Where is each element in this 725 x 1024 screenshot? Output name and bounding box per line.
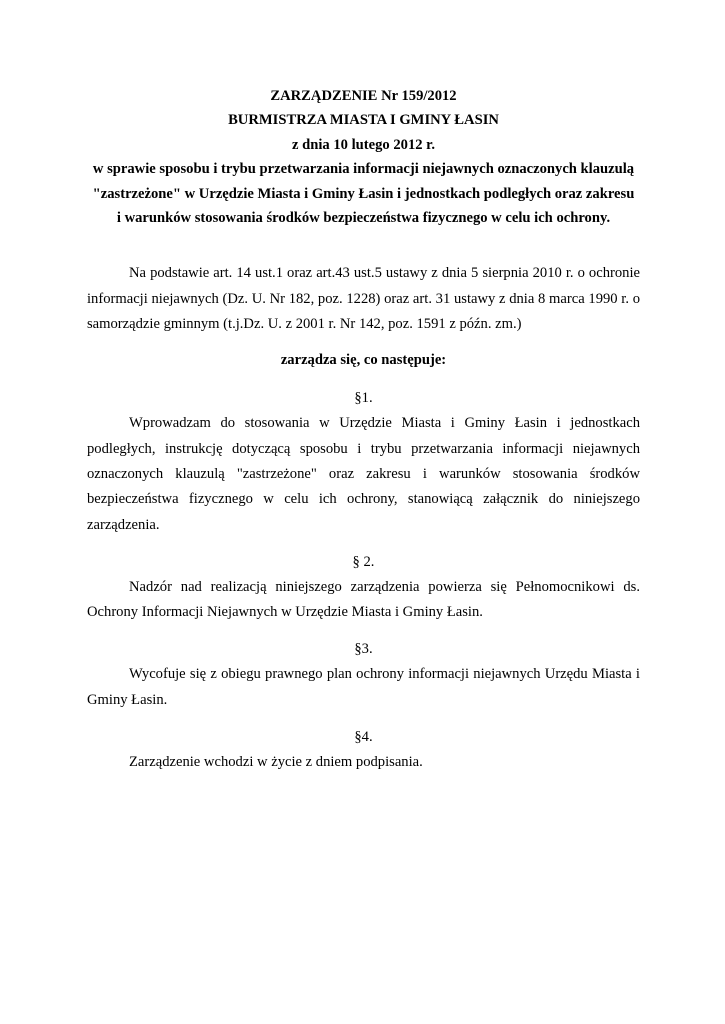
section-2-mark: § 2. xyxy=(352,553,375,570)
document-issuer: BURMISTRZA MIASTA I GMINY ŁASIN xyxy=(228,112,499,129)
section-1-mark: §1. xyxy=(354,390,373,407)
legal-basis-paragraph: Na podstawie art. 14 ust.1 oraz art.43 ust.5 ustawy z dnia 5 sierpnia 2010 r. o ochronie informacji niejawnych (Dz. U. Nr 182, poz. 1228) oraz art. 31 ustawy z dnia 8 marca 1990 r. o samorządzie gminnym (t.j.Dz. U. z 2001 r. Nr 142, poz. 1591 z późn. zm.) xyxy=(87,265,640,333)
section-3-text: Wycofuje się z obiegu prawnego plan ochrony informacji niejawnych Urzędu Miasta i Gminy Łasin. xyxy=(87,666,640,708)
decree-phrase: zarządza się, co następuje: xyxy=(280,352,447,369)
document-content xyxy=(87,84,640,775)
section-2-text: Nadzór nad realizacją niniejszego zarządzenia powierza się Pełnomocnikowi ds. Ochrony Informacji Niejawnych w Urzędzie Miasta i Gminy Łasin. xyxy=(87,578,640,621)
section-4-text: Zarządzenie wchodzi w życie z dniem podpisania. xyxy=(129,754,423,770)
section-1-text: Wprowadzam do stosowania w Urzędzie Miasta i Gminy Łasin i jednostkach podległych, instrukcję dotyczącą sposobu i trybu przetwarzania informacji niejawnych oznaczonych klauzulą "zastrzeżone" oraz zakresu i warunków stosowania środków bezpieczeństwa fizycznego w celu ich ochrony, stanowiącą załącznik do niniejszego zarządzenia. xyxy=(87,415,640,533)
section-4-mark: §4. xyxy=(354,729,373,745)
subject-line-1: w sprawie sposobu i trybu przetwarzania informacji niejawnych oznaczonych klauzulą xyxy=(92,161,635,178)
document-date: z dnia 10 lutego 2012 r. xyxy=(292,136,435,153)
section-3-mark: §3. xyxy=(354,641,373,658)
document-title: ZARZĄDZENIE Nr 159/2012 xyxy=(270,88,457,104)
subject-line-2: "zastrzeżone" w Urzędzie Miasta i Gminy Łasin i jednostkach podległych oraz zakresu xyxy=(92,185,635,202)
subject-line-3: i warunków stosowania środków bezpieczeństwa fizycznego w celu ich ochrony. xyxy=(116,210,611,227)
document-header xyxy=(87,84,640,230)
